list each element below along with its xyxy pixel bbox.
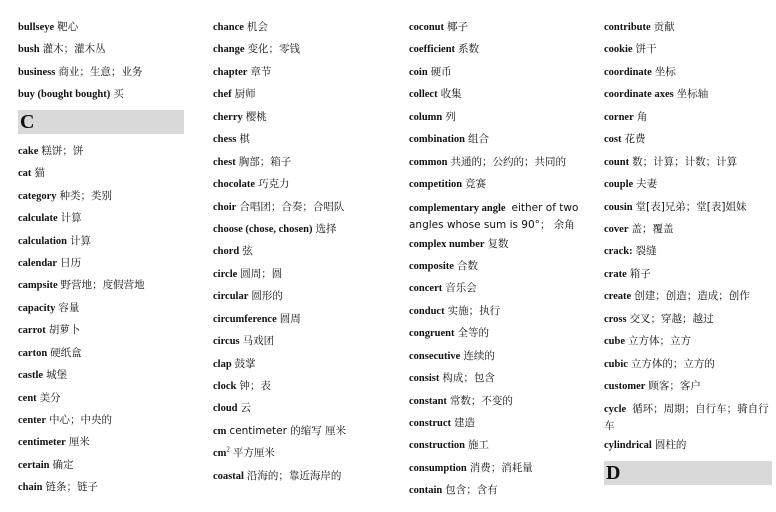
vocab-entry — [213, 132, 393, 146]
entry-meaning: 糕饼；饼 — [41, 144, 84, 157]
vocab-entry — [604, 20, 772, 34]
entry-meaning: 消费；消耗量 — [469, 461, 533, 474]
entry-word: cross — [604, 313, 627, 325]
vocab-entry — [604, 267, 772, 281]
entry-word: conduct — [409, 305, 445, 317]
vocab-entry — [213, 446, 393, 460]
vocab-entry — [18, 480, 188, 494]
entry-word: congruent — [409, 328, 455, 340]
entry-meaning: 计算 — [60, 212, 82, 225]
entry-word: contain — [409, 485, 443, 497]
entry-meaning: 裂缝 — [635, 245, 657, 258]
entry-meaning: 种类；类别 — [59, 189, 112, 202]
entry-word: chance — [213, 22, 244, 33]
vocab-entry — [409, 326, 589, 340]
vocab-entry — [213, 42, 393, 56]
vocab-entry — [604, 87, 772, 101]
entry-word: competition — [409, 179, 463, 191]
entry-meaning: 靶心 — [57, 21, 79, 33]
entry-word: couple — [604, 179, 634, 191]
entry-meaning: 竞赛 — [465, 178, 487, 191]
vocab-entry — [604, 177, 772, 191]
entry-meaning: 连续的 — [463, 349, 495, 362]
entry-meaning: 胡萝卜 — [48, 324, 81, 337]
entry-meaning: 花费 — [624, 133, 646, 146]
vocab-entry — [213, 200, 393, 214]
entry-word: crack: — [604, 246, 633, 258]
vocab-entry — [409, 65, 589, 79]
entry-word: circular — [213, 291, 249, 303]
entry-meaning: 野营地；度假营地 — [60, 279, 145, 292]
entry-meaning: 堂[表]兄弟；堂[表]姐妹 — [635, 200, 747, 213]
entry-meaning: 系数 — [458, 43, 480, 56]
entry-meaning: 巧克力 — [258, 178, 290, 191]
vocab-entry — [409, 349, 589, 363]
vocab-entry — [409, 483, 589, 497]
entry-meaning: 日历 — [60, 256, 82, 269]
vocab-entry — [604, 155, 772, 169]
vocab-entry — [213, 357, 393, 371]
entry-meaning: 确定 — [52, 458, 74, 471]
vocab-entry — [18, 435, 188, 449]
entry-meaning: 美分 — [39, 391, 61, 404]
entry-meaning: 椰子 — [447, 21, 468, 33]
entry-meaning: 施工 — [468, 439, 489, 452]
entry-meaning: 樱桃 — [245, 110, 267, 123]
entry-word: choose (chose, chosen) — [213, 223, 313, 235]
entry-meaning: 猫 — [34, 167, 45, 180]
vocab-entry — [604, 42, 772, 56]
entry-meaning: 列 — [445, 110, 456, 123]
vocab-entry — [213, 177, 393, 191]
vocab-entry — [409, 461, 589, 475]
entry-meaning: 建造 — [454, 417, 475, 429]
entry-word: corner — [604, 111, 634, 123]
entry-word: consist — [409, 373, 440, 385]
entry-word: buy (bought bought) — [18, 89, 111, 101]
vocab-entry — [213, 312, 393, 326]
vocab-entry — [604, 379, 772, 393]
entry-word: cake — [18, 145, 39, 157]
entry-meaning: 棋 — [239, 133, 250, 146]
vocab-entry — [409, 155, 589, 169]
entry-word: coordinate axes — [604, 89, 674, 101]
entry-word: bush — [18, 44, 40, 56]
entry-superscript: 2 — [226, 445, 230, 454]
entry-word: complementary angle — [409, 202, 506, 214]
vocab-entry — [409, 371, 589, 385]
entry-word: circumference — [213, 313, 277, 325]
vocab-entry — [409, 237, 589, 251]
entry-meaning: 角 — [636, 110, 648, 123]
entry-word: create — [604, 291, 632, 303]
entry-meaning: 音乐会 — [445, 282, 477, 295]
vocab-entry — [409, 20, 589, 34]
vocab-entry — [18, 87, 188, 101]
entry-meaning: 沿海的；靠近海岸的 — [246, 469, 342, 482]
entry-meaning: 城堡 — [46, 369, 68, 382]
vocab-entry — [409, 110, 589, 124]
entry-word: consumption — [409, 462, 467, 474]
entry-meaning: 计算 — [70, 234, 91, 247]
entry-word: construct — [409, 418, 451, 429]
vocab-entry — [604, 438, 772, 452]
vocab-entry — [409, 42, 589, 56]
vocab-entry — [213, 424, 393, 438]
entry-meaning: 圆形的 — [251, 290, 283, 303]
vocab-entry — [18, 301, 188, 315]
entry-word: change — [213, 44, 245, 56]
entry-meaning: 实施；执行 — [447, 304, 501, 317]
vocab-entry — [18, 20, 188, 34]
entry-meaning: 创建；创造；造成；创作 — [634, 290, 750, 303]
entry-word: collect — [409, 89, 438, 101]
vocab-entry — [213, 65, 393, 79]
vocab-entry — [409, 304, 589, 318]
vocab-entry — [604, 110, 772, 124]
vocab-entry — [409, 87, 589, 101]
vocab-entry — [18, 256, 188, 270]
vocab-entry — [18, 391, 188, 405]
entry-meaning: 箱子 — [629, 267, 651, 280]
entry-word: business — [18, 66, 56, 78]
entry-word: centimeter — [18, 437, 66, 449]
vocab-entry — [18, 65, 188, 79]
column-3 — [409, 20, 589, 506]
entry-meaning: 灌木；灌木丛 — [42, 43, 106, 56]
entry-word: category — [18, 190, 57, 202]
vocab-entry — [213, 87, 393, 101]
entry-word: cycle — [604, 404, 627, 416]
entry-word: coin — [409, 66, 428, 78]
entry-word: center — [18, 415, 46, 426]
entry-word: carton — [18, 347, 48, 359]
entry-word: cube — [604, 336, 625, 348]
entry-word: calendar — [18, 257, 58, 269]
entry-word: cherry — [213, 111, 243, 123]
vocab-entry — [18, 189, 188, 203]
vocab-entry — [18, 144, 188, 158]
entry-meaning: 共通的；公约的；共同的 — [450, 155, 566, 168]
entry-meaning: 容量 — [58, 301, 80, 314]
vocab-entry — [409, 438, 589, 452]
column-2 — [213, 20, 393, 491]
vocab-entry — [604, 357, 772, 371]
entry-meaning: 钟；表 — [239, 380, 271, 392]
entry-meaning: 中心；中央的 — [48, 414, 112, 426]
entry-meaning: 商业；生意；业务 — [58, 65, 143, 78]
entry-meaning: 变化；零钱 — [247, 43, 300, 56]
entry-meaning: 厘米 — [68, 436, 90, 449]
entry-meaning: 硬币 — [430, 65, 452, 78]
vocab-entry — [213, 267, 393, 281]
entry-meaning: 饼干 — [635, 43, 657, 56]
vocab-entry — [409, 394, 589, 408]
entry-word: chess — [213, 134, 237, 146]
entry-word: count — [604, 156, 630, 168]
entry-meaning: either of two angles whose sum is 90°； 余角 — [409, 201, 579, 231]
entry-word: column — [409, 111, 443, 123]
vocab-entry — [18, 234, 188, 248]
entry-meaning: 复数 — [487, 237, 509, 250]
entry-word: crate — [604, 268, 627, 280]
entry-meaning: 厨师 — [234, 88, 256, 101]
vocab-entry — [604, 244, 772, 258]
column-4 — [604, 20, 772, 495]
entry-meaning: 立方体的；立方的 — [630, 357, 715, 370]
vocab-entry — [18, 211, 188, 225]
entry-word: capacity — [18, 302, 56, 314]
entry-word: cubic — [604, 358, 628, 370]
entry-word: carrot — [18, 325, 46, 337]
vocab-entry — [213, 20, 393, 34]
entry-word: castle — [18, 370, 44, 382]
entry-meaning: 买 — [113, 88, 124, 101]
entry-meaning: 组合 — [468, 133, 490, 146]
vocab-entry — [213, 401, 393, 415]
entry-word: cm — [213, 448, 227, 460]
vocab-entry — [18, 166, 188, 180]
entry-meaning: 全等的 — [457, 327, 489, 340]
vocab-entry — [18, 368, 188, 382]
vocab-entry — [18, 42, 188, 56]
entry-meaning: 构成；包含 — [442, 372, 495, 385]
entry-meaning: 硬纸盒 — [50, 346, 82, 359]
vocab-entry — [213, 110, 393, 124]
vocab-entry — [18, 346, 188, 360]
entry-meaning: 循环；周期；自行车；骑自行车 — [604, 403, 769, 433]
entry-meaning: 合唱团；合奏；合唱队 — [239, 200, 345, 213]
entry-meaning: 圆周 — [279, 312, 301, 325]
entry-word: chapter — [213, 66, 248, 78]
entry-word: cat — [18, 168, 32, 180]
entry-meaning: 坐标轴 — [676, 88, 709, 101]
entry-word: coastal — [213, 470, 244, 482]
entry-word: common — [409, 156, 448, 168]
entry-meaning: 云 — [240, 402, 252, 415]
section-header-d: D — [604, 461, 772, 485]
vocab-entry — [604, 222, 772, 236]
vocab-entry — [604, 334, 772, 348]
entry-word: certain — [18, 459, 50, 471]
entry-word: chocolate — [213, 179, 255, 191]
vocab-entry — [409, 281, 589, 295]
entry-meaning: 贡献 — [653, 21, 675, 33]
entry-word: cent — [18, 392, 37, 404]
entry-meaning: 合数 — [456, 259, 478, 272]
entry-word: chord — [213, 246, 240, 258]
column-1 — [18, 20, 188, 503]
vocab-entry — [409, 177, 589, 191]
entry-meaning: 常数；不变的 — [449, 394, 513, 407]
vocab-entry — [604, 132, 772, 146]
entry-word: composite — [409, 260, 454, 272]
entry-meaning: 平方厘米 — [232, 447, 275, 460]
entry-word: bullseye — [18, 22, 55, 33]
entry-word: chest — [213, 156, 236, 168]
vocab-entry — [18, 458, 188, 472]
entry-meaning: 选择 — [315, 222, 337, 235]
entry-word: constant — [409, 395, 447, 407]
entry-meaning: 收集 — [440, 88, 462, 101]
entry-word: cousin — [604, 201, 633, 213]
vocab-entry — [18, 323, 188, 337]
entry-meaning: 圆周；圆 — [240, 267, 283, 280]
entry-word: cookie — [604, 44, 633, 56]
entry-meaning: 包含；含有 — [445, 484, 498, 497]
entry-meaning: centimeter 的缩写 厘米 — [229, 424, 347, 437]
entry-word: chain — [18, 482, 43, 494]
entry-word: consecutive — [409, 350, 461, 362]
entry-word: calculate — [18, 213, 58, 225]
vocab-entry — [604, 289, 772, 303]
entry-word: clock — [213, 381, 237, 392]
entry-word: contribute — [604, 22, 651, 33]
vocab-entry — [213, 222, 393, 236]
entry-word: cylindrical — [604, 440, 652, 452]
vocab-entry — [18, 413, 188, 427]
entry-meaning: 立方体；立方 — [628, 335, 691, 348]
vocab-entry — [213, 469, 393, 483]
entry-word: coordinate — [604, 66, 652, 78]
entry-word: combination — [409, 134, 466, 146]
entry-word: coconut — [409, 22, 444, 33]
entry-meaning: 圆柱的 — [654, 439, 687, 452]
vocab-entry — [604, 200, 772, 214]
entry-word: circus — [213, 336, 240, 348]
entry-meaning: 盖；覆盖 — [631, 222, 674, 235]
entry-word: concert — [409, 283, 443, 295]
entry-word: calculation — [18, 235, 67, 247]
vocab-entry — [409, 259, 589, 273]
entry-meaning: 机会 — [246, 21, 268, 33]
entry-meaning: 胸部；箱子 — [238, 155, 292, 168]
entry-word: cloud — [213, 403, 238, 415]
entry-word: customer — [604, 381, 646, 392]
vocab-entry — [213, 244, 393, 258]
entry-meaning: 链条；链子 — [45, 481, 99, 494]
entry-meaning: 夫妻 — [636, 178, 658, 191]
entry-meaning: 马戏团 — [242, 335, 275, 348]
vocab-entry — [409, 200, 589, 233]
vocab-entry — [213, 334, 393, 348]
entry-meaning: 交叉；穿越；越过 — [629, 312, 714, 325]
entry-word: campsite — [18, 280, 58, 292]
entry-word: cm — [213, 425, 227, 437]
entry-meaning: 章节 — [250, 65, 272, 78]
entry-word: choir — [213, 201, 237, 213]
vocab-entry — [213, 379, 393, 393]
entry-word: complex number — [409, 238, 485, 250]
vocab-entry — [409, 132, 589, 146]
entry-meaning: 顾客；客户 — [648, 380, 701, 392]
entry-meaning: 数；计算；计数；计算 — [632, 155, 738, 168]
entry-word: cover — [604, 223, 629, 235]
entry-word: construction — [409, 440, 465, 452]
vocab-entry — [213, 289, 393, 303]
vocab-entry — [604, 312, 772, 326]
vocab-entry — [604, 401, 772, 434]
entry-meaning: 坐标 — [654, 65, 676, 78]
entry-word: clap — [213, 358, 232, 370]
vocab-entry — [409, 416, 589, 430]
entry-word: chef — [213, 89, 232, 101]
entry-word: circle — [213, 268, 238, 280]
entry-meaning: 鼓掌 — [234, 357, 256, 370]
section-header-c: C — [18, 110, 184, 134]
vocab-entry — [18, 278, 188, 292]
entry-word: cost — [604, 134, 622, 146]
entry-meaning: 弦 — [242, 245, 253, 258]
vocab-entry — [213, 155, 393, 169]
entry-word: coefficient — [409, 44, 456, 56]
vocab-entry — [604, 65, 772, 79]
